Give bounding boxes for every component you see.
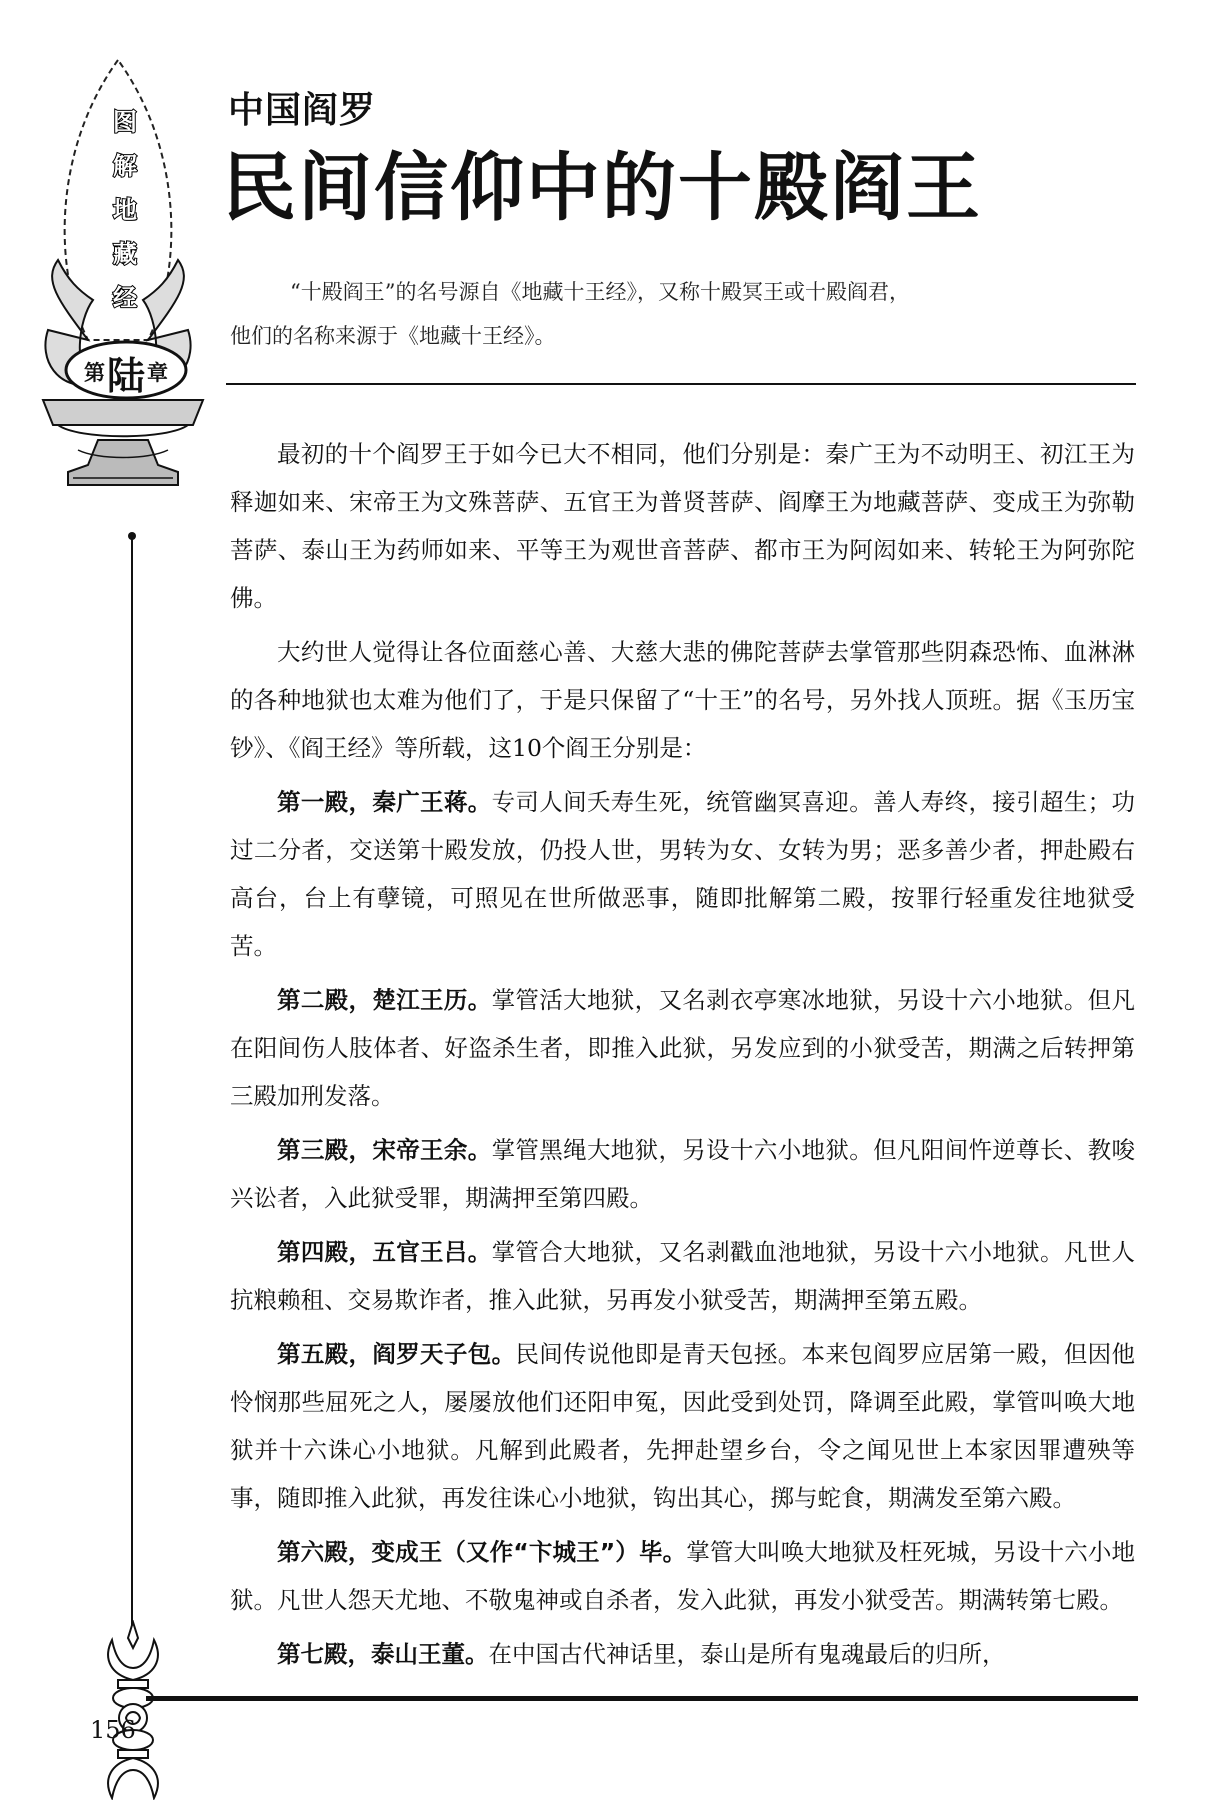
hall-description: 掌管黑绳大地狱，另设十六小地狱。但凡阳间忤逆尊长、教唆兴讼者，入此狱受罪，期满押至第四殿。 xyxy=(230,1136,1136,1212)
intro-line: 他们的名称来源于《地藏十王经》。 xyxy=(230,324,556,348)
page-title: 民间信仰中的十殿阎王 xyxy=(222,145,982,231)
hall-heading: 第五殿，阎罗天子包。 xyxy=(277,1340,516,1368)
side-vertical-line xyxy=(131,536,133,1626)
hall-heading: 第四殿，五官王吕。 xyxy=(277,1238,492,1266)
series-char: 藏 xyxy=(113,240,137,268)
paragraph xyxy=(230,778,1135,970)
paragraph xyxy=(230,1228,1135,1324)
chapter-suffix: 章 xyxy=(147,361,168,385)
hall-heading: 第三殿，宋帝王余。 xyxy=(277,1136,492,1164)
intro-line: “十殿阎王”的名号源自《地藏十王经》，又称十殿冥王或十殿阎君， xyxy=(290,280,910,304)
intro-summary xyxy=(230,270,1130,358)
paragraph xyxy=(230,1330,1135,1522)
footer-divider xyxy=(146,1696,1138,1701)
hall-heading: 第六殿，变成王（又作“卞城王”）毕。 xyxy=(277,1538,687,1566)
chapter-badge xyxy=(68,350,184,398)
hall-description: 民间传说他即是青天包拯。本来包阎罗应居第一殿，但因他怜悯那些屈死之人，屡屡放他们还阳申冤，因此受到处罚，降调至此殿，掌管叫唤大地狱并十六诛心小地狱。凡解到此殿者，先押赴望乡台，令之闻见世上本家因罪遭殃等事，随即推入此狱，再发往诛心小地狱，钩出其心，掷与蛇食，期满发至第六殿。 xyxy=(230,1340,1136,1512)
series-char: 经 xyxy=(113,284,137,312)
hall-description: 掌管活大地狱，又名剥衣亭寒冰地狱，另设十六小地狱。但凡在阳间伤人肢体者、好盗杀生者，即推入此狱，另发应到的小狱受苦，期满之后转押第三殿加刑发落。 xyxy=(230,986,1136,1110)
paragraph: 最初的十个阎罗王于如今已大不相同，他们分别是：秦广王为不动明王、初江王为释迦如来、宋帝王为文殊菩萨、五官王为普贤菩萨、阎摩王为地藏菩萨、变成王为弥勒菩萨、泰山王为药师如来、平等王为观世音菩萨、都市王为阿闳如来、转轮王为阿弥陀佛。 xyxy=(230,440,1135,612)
paragraph xyxy=(230,1126,1135,1222)
series-char: 解 xyxy=(113,152,137,180)
hall-heading: 第七殿，泰山王董。 xyxy=(277,1640,489,1668)
series-label xyxy=(110,110,140,330)
hall-description: 专司人间夭寿生死，统管幽冥喜迎。善人寿终，接引超生；功过二分者，交送第十殿发放，仍投人世，男转为女、女转为男；恶多善少者，押赴殿右高台，台上有孽镜，可照见在世所做恶事，随即批解第二殿，按罪行轻重发往地狱受苦。 xyxy=(230,788,1136,960)
paragraph xyxy=(230,1630,1135,1678)
paragraph xyxy=(230,976,1135,1120)
body-text xyxy=(230,430,1135,1684)
hall-description: 在中国古代神话里，泰山是所有鬼魂最后的归所， xyxy=(488,1640,1006,1668)
hall-description: 掌管合大地狱，又名剥戳血池地狱，另设十六小地狱。凡世人抗粮赖租、交易欺诈者，推入此狱，另再发小狱受苦，期满押至第五殿。 xyxy=(230,1238,1136,1314)
series-char: 图 xyxy=(113,108,137,136)
bowl-icon xyxy=(43,400,203,425)
section-kicker: 中国阎罗 xyxy=(228,90,377,131)
hall-heading: 第二殿，楚江王历。 xyxy=(277,986,492,1014)
chapter-number: 陆 xyxy=(106,353,145,398)
series-char: 地 xyxy=(113,196,137,224)
vajra-icon xyxy=(92,1620,174,1800)
page-number: 156 xyxy=(90,1716,136,1744)
hall-heading: 第一殿，秦广王蒋。 xyxy=(277,788,492,816)
header-divider xyxy=(226,383,1136,385)
hall-description: 掌管大叫唤大地狱及枉死城，另设十六小地狱。凡世人怨天尤地、不敬鬼神或自杀者，发入此狱，再发小狱受苦。期满转第七殿。 xyxy=(230,1538,1136,1614)
paragraph xyxy=(230,1528,1135,1624)
paragraph: 大约世人觉得让各位面慈心善、大慈大悲的佛陀菩萨去掌管那些阴森恐怖、血淋淋的各种地狱也太难为他们了，于是只保留了“十王”的名号，另外找人顶班。据《玉历宝钞》、《阎王经》等所载，这10个阎王分别是： xyxy=(230,638,1135,762)
chapter-prefix: 第 xyxy=(83,361,105,385)
